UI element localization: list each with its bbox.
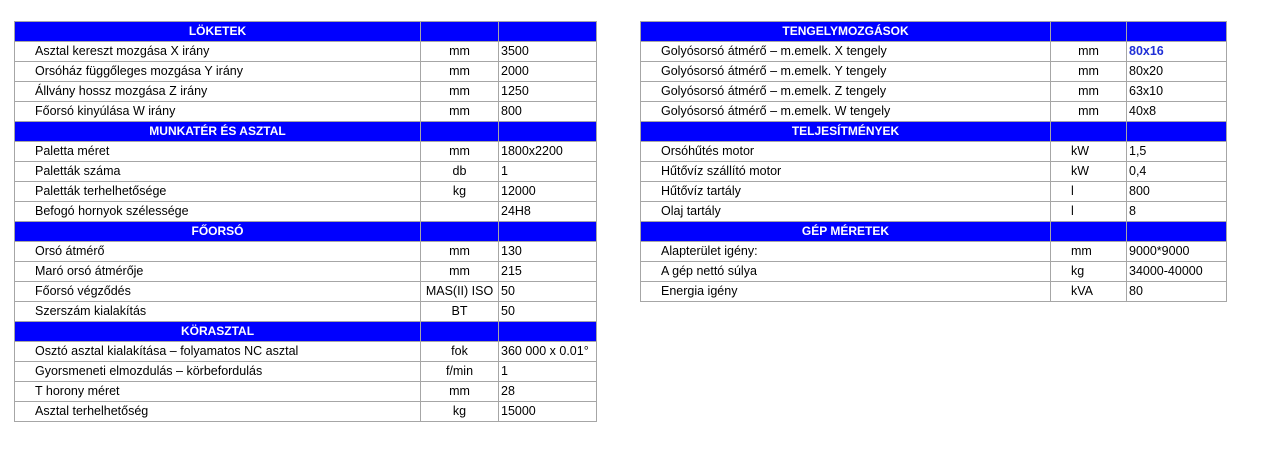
spec-name: A gép nettó súlya <box>641 262 1051 282</box>
table-row <box>641 102 1227 122</box>
table-row <box>15 282 597 302</box>
spec-unit: mm <box>1051 42 1127 62</box>
spec-value: 80x20 <box>1127 62 1227 82</box>
table-row <box>15 162 597 182</box>
spec-value: 0,4 <box>1127 162 1227 182</box>
spec-unit: kg <box>421 402 499 422</box>
table-row <box>15 302 597 322</box>
spec-value: 80x16 <box>1127 42 1227 62</box>
spec-value: 28 <box>499 382 597 402</box>
table-row <box>641 202 1227 222</box>
spec-value: 63x10 <box>1127 82 1227 102</box>
table-row <box>15 42 597 62</box>
spec-value: 1800x2200 <box>499 142 597 162</box>
spec-unit <box>421 202 499 222</box>
spec-unit: mm <box>421 382 499 402</box>
spec-name: Asztal kereszt mozgása X irány <box>15 42 421 62</box>
spec-value: 2000 <box>499 62 597 82</box>
spec-unit: db <box>421 162 499 182</box>
spec-value: 1 <box>499 162 597 182</box>
spec-unit: mm <box>421 42 499 62</box>
spec-value: 15000 <box>499 402 597 422</box>
section-title: LÖKETEK <box>15 22 421 42</box>
spec-value: 9000*9000 <box>1127 242 1227 262</box>
table-row <box>641 282 1227 302</box>
table-row <box>15 62 597 82</box>
spec-name: Alapterület igény: <box>641 242 1051 262</box>
spec-value: 8 <box>1127 202 1227 222</box>
spec-value: 50 <box>499 282 597 302</box>
table-row <box>641 182 1227 202</box>
table-row <box>15 342 597 362</box>
spec-unit: mm <box>1051 62 1127 82</box>
spec-value: 800 <box>1127 182 1227 202</box>
spec-name: Osztó asztal kialakítása – folyamatos NC asztal <box>15 342 421 362</box>
spec-unit: mm <box>421 262 499 282</box>
spec-value: 3500 <box>499 42 597 62</box>
spec-name: Golyósorsó átmérő – m.emelk. W tengely <box>641 102 1051 122</box>
spec-unit: l <box>1051 182 1127 202</box>
spec-value: 34000-40000 <box>1127 262 1227 282</box>
spec-value: 215 <box>499 262 597 282</box>
section-title: MUNKATÉR ÉS ASZTAL <box>15 122 421 142</box>
spec-value: 360 000 x 0.01° <box>499 342 597 362</box>
section-header <box>15 122 597 142</box>
spec-name: Befogó hornyok szélessége <box>15 202 421 222</box>
table-row <box>641 142 1227 162</box>
section-title: TELJESÍTMÉNYEK <box>641 122 1051 142</box>
spec-name: Állvány hossz mozgása Z irány <box>15 82 421 102</box>
spec-name: Golyósorsó átmérő – m.emelk. Y tengely <box>641 62 1051 82</box>
section-header <box>641 22 1227 42</box>
right-spec-table <box>640 21 1227 302</box>
table-row <box>641 42 1227 62</box>
spec-name: Főorsó végződés <box>15 282 421 302</box>
spec-name: Hűtővíz tartály <box>641 182 1051 202</box>
spec-name: Golyósorsó átmérő – m.emelk. Z tengely <box>641 82 1051 102</box>
table-row <box>15 142 597 162</box>
spec-unit: mm <box>421 82 499 102</box>
table-row <box>15 182 597 202</box>
spec-name: Főorsó kinyúlása W irány <box>15 102 421 122</box>
spec-name: Asztal terhelhetőség <box>15 402 421 422</box>
table-row <box>641 62 1227 82</box>
spec-unit: BT <box>421 302 499 322</box>
spec-value: 80 <box>1127 282 1227 302</box>
spec-unit: mm <box>421 62 499 82</box>
spec-unit: fok <box>421 342 499 362</box>
table-row <box>15 82 597 102</box>
spec-unit: kW <box>1051 142 1127 162</box>
spec-name: Paletták terhelhetősége <box>15 182 421 202</box>
table-row <box>641 162 1227 182</box>
spec-value: 1 <box>499 362 597 382</box>
spec-name: Golyósorsó átmérő – m.emelk. X tengely <box>641 42 1051 62</box>
spec-unit: mm <box>421 242 499 262</box>
spec-name: Orsó átmérő <box>15 242 421 262</box>
spec-name: T horony méret <box>15 382 421 402</box>
table-row <box>15 362 597 382</box>
spec-name: Gyorsmeneti elmozdulás – körbefordulás <box>15 362 421 382</box>
spec-unit: mm <box>1051 102 1127 122</box>
table-row <box>15 202 597 222</box>
table-row <box>15 262 597 282</box>
spec-value: 1250 <box>499 82 597 102</box>
spec-unit: l <box>1051 202 1127 222</box>
table-row <box>641 242 1227 262</box>
left-spec-table <box>14 21 597 422</box>
spec-name: Paletták száma <box>15 162 421 182</box>
spec-unit: mm <box>421 102 499 122</box>
section-header <box>15 322 597 342</box>
spec-unit: kg <box>1051 262 1127 282</box>
table-row <box>641 262 1227 282</box>
table-row <box>15 382 597 402</box>
spec-unit: mm <box>421 142 499 162</box>
spec-unit: mm <box>1051 82 1127 102</box>
section-title: GÉP MÉRETEK <box>641 222 1051 242</box>
spec-name: Energia igény <box>641 282 1051 302</box>
spec-unit: f/min <box>421 362 499 382</box>
spec-value: 12000 <box>499 182 597 202</box>
spec-name: Olaj tartály <box>641 202 1051 222</box>
spec-value: 24H8 <box>499 202 597 222</box>
spec-name: Orsóhűtés motor <box>641 142 1051 162</box>
spec-value: 1,5 <box>1127 142 1227 162</box>
section-header <box>15 22 597 42</box>
table-row <box>15 102 597 122</box>
spec-name: Maró orsó átmérője <box>15 262 421 282</box>
table-row <box>15 402 597 422</box>
spec-name: Orsóház függőleges mozgása Y irány <box>15 62 421 82</box>
spec-value: 130 <box>499 242 597 262</box>
section-title: TENGELYMOZGÁSOK <box>641 22 1051 42</box>
spec-unit: MAS(II) ISO <box>421 282 499 302</box>
spec-value: 800 <box>499 102 597 122</box>
section-header <box>641 222 1227 242</box>
spec-value: 40x8 <box>1127 102 1227 122</box>
spec-unit: mm <box>1051 242 1127 262</box>
section-header <box>641 122 1227 142</box>
spec-value: 50 <box>499 302 597 322</box>
spec-unit: kW <box>1051 162 1127 182</box>
table-row <box>15 242 597 262</box>
section-title: KÖRASZTAL <box>15 322 421 342</box>
spec-name: Paletta méret <box>15 142 421 162</box>
table-row <box>641 82 1227 102</box>
section-header <box>15 222 597 242</box>
section-title: FŐORSÓ <box>15 222 421 242</box>
spec-unit: kVA <box>1051 282 1127 302</box>
spec-name: Szerszám kialakítás <box>15 302 421 322</box>
spec-name: Hűtővíz szállító motor <box>641 162 1051 182</box>
spec-unit: kg <box>421 182 499 202</box>
